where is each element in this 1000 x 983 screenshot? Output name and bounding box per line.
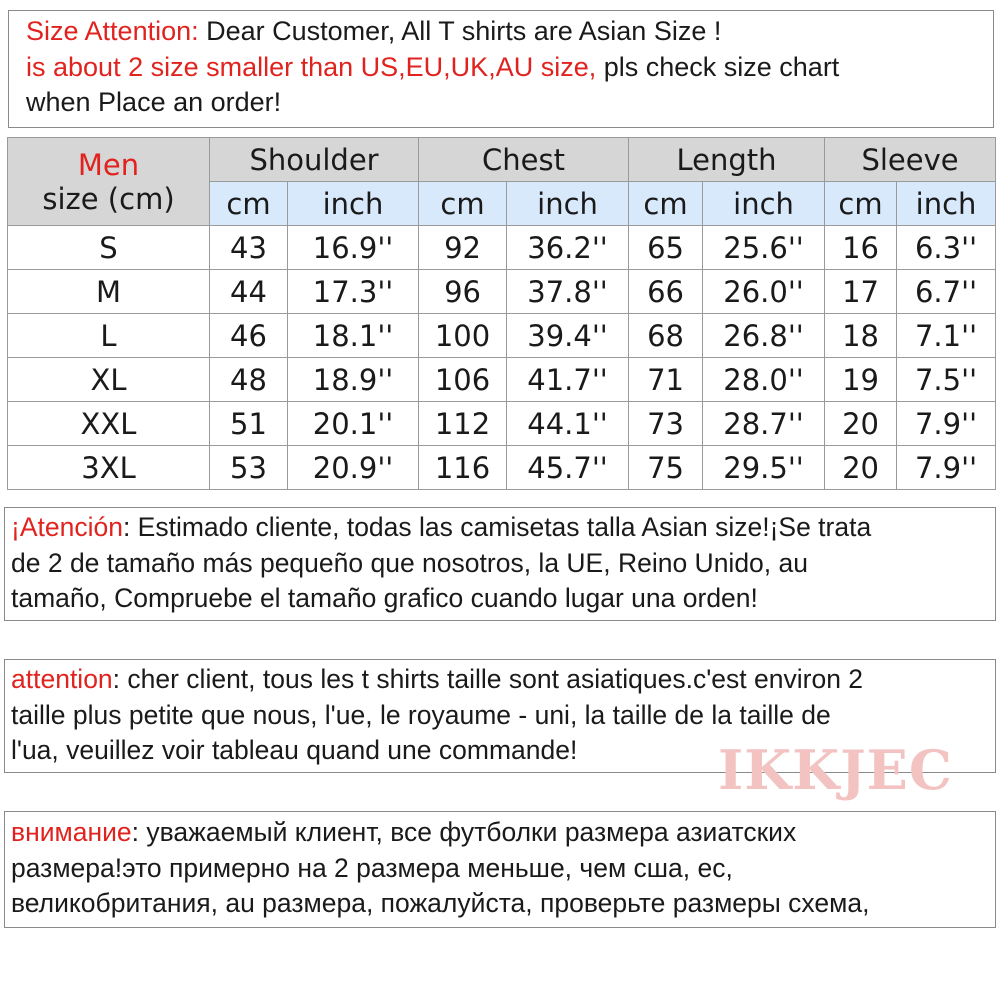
size-label-cell: L: [8, 314, 210, 358]
measurement-cell: 106: [419, 358, 507, 402]
measurement-cell: 71: [629, 358, 703, 402]
measurement-cell: 44: [210, 270, 288, 314]
notice-ru-line-2: размера!это примерно на 2 размера меньше, чем сша, ес,: [11, 852, 733, 883]
measurement-cell: 66: [629, 270, 703, 314]
notice-ru-line-1: [11, 815, 995, 851]
size-chart-table: [7, 137, 996, 490]
notice-es-line-1-rest: : Estimado cliente, todas las camisetas talla Asian size!¡Se trata: [122, 512, 872, 542]
notice-fr-line-1-rest: : cher client, tous les t shirts taille sont asiatiques.c'est environ 2: [112, 664, 864, 694]
table-row: [8, 402, 996, 446]
measurement-cell: 39.4'': [507, 314, 629, 358]
measurement-cell: 7.9'': [897, 446, 996, 490]
measurement-cell: 73: [629, 402, 703, 446]
measurement-cell: 28.7'': [703, 402, 825, 446]
notice-es-line-1: [11, 510, 995, 546]
measurement-cell: 20: [825, 402, 897, 446]
corner-men-label: Men: [77, 147, 140, 182]
notice-russian: [4, 811, 996, 928]
size-label-cell: M: [8, 270, 210, 314]
unit-header: cm: [210, 182, 288, 226]
table-header-groups: [8, 138, 996, 182]
table-row: [8, 446, 996, 490]
measurement-cell: 18: [825, 314, 897, 358]
measurement-cell: 7.1'': [897, 314, 996, 358]
measurement-cell: 92: [419, 226, 507, 270]
size-label-cell: XXL: [8, 402, 210, 446]
measurement-cell: 7.9'': [897, 402, 996, 446]
measurement-cell: 53: [210, 446, 288, 490]
measurement-cell: 25.6'': [703, 226, 825, 270]
measurement-cell: 20.1'': [288, 402, 419, 446]
notice-fr-highlight: attention: [11, 664, 113, 694]
notice-es-line-2: de 2 de tamaño más pequeño que nosotros, la UE, Reino Unido, au: [11, 547, 808, 578]
corner-size-label: size (cm): [42, 181, 175, 216]
measurement-cell: 16: [825, 226, 897, 270]
measurement-cell: 18.9'': [288, 358, 419, 402]
measurement-cell: 41.7'': [507, 358, 629, 402]
brand-watermark: IKKJEC: [718, 738, 953, 802]
notice-ru-line-1-rest: : уважаемый клиент, все футболки размера азиатских: [131, 817, 797, 847]
measurement-cell: 44.1'': [507, 402, 629, 446]
table-row: [8, 358, 996, 402]
notice-en-highlight: Size Attention:: [26, 16, 199, 46]
notice-es-highlight: ¡Atención: [11, 512, 123, 542]
measurement-cell: 100: [419, 314, 507, 358]
header-length: Length: [629, 138, 825, 182]
table-body: [8, 226, 996, 490]
measurement-cell: 116: [419, 446, 507, 490]
corner-header: [8, 138, 210, 226]
measurement-cell: 37.8'': [507, 270, 629, 314]
size-label-cell: S: [8, 226, 210, 270]
measurement-cell: 28.0'': [703, 358, 825, 402]
measurement-cell: 51: [210, 402, 288, 446]
measurement-cell: 36.2'': [507, 226, 629, 270]
measurement-cell: 18.1'': [288, 314, 419, 358]
unit-header: cm: [629, 182, 703, 226]
size-label-cell: 3XL: [8, 446, 210, 490]
header-chest: Chest: [419, 138, 629, 182]
measurement-cell: 43: [210, 226, 288, 270]
notice-en-line-2: [26, 50, 993, 86]
measurement-cell: 26.0'': [703, 270, 825, 314]
table-row: [8, 226, 996, 270]
notice-fr-line-3: l'ua, veuillez voir tableau quand une commande!: [11, 735, 578, 765]
unit-header: inch: [507, 182, 629, 226]
measurement-cell: 6.7'': [897, 270, 996, 314]
measurement-cell: 17: [825, 270, 897, 314]
measurement-cell: 68: [629, 314, 703, 358]
notice-ru-highlight: внимание: [11, 817, 132, 847]
measurement-cell: 29.5'': [703, 446, 825, 490]
measurement-cell: 20.9'': [288, 446, 419, 490]
notice-fr-line-1: [11, 662, 995, 698]
measurement-cell: 7.5'': [897, 358, 996, 402]
notice-spanish: [4, 507, 996, 621]
notice-english: [8, 10, 994, 128]
notice-fr-line-2: taille plus petite que nous, l'ue, le royaume - uni, la taille de la taille de: [11, 699, 831, 730]
notice-ru-line-3: великобритания, au размера, пожалуйста, проверьте размеры схема,: [11, 888, 870, 918]
notice-en-line-2-rest: pls check size chart: [596, 51, 840, 82]
measurement-cell: 20: [825, 446, 897, 490]
measurement-cell: 96: [419, 270, 507, 314]
table-row: [8, 270, 996, 314]
measurement-cell: 45.7'': [507, 446, 629, 490]
unit-header: inch: [897, 182, 996, 226]
measurement-cell: 17.3'': [288, 270, 419, 314]
measurement-cell: 16.9'': [288, 226, 419, 270]
measurement-cell: 48: [210, 358, 288, 402]
unit-header: inch: [288, 182, 419, 226]
measurement-cell: 75: [629, 446, 703, 490]
notice-es-line-3: tamaño, Compruebe el tamaño grafico cuando lugar una orden!: [11, 583, 758, 613]
measurement-cell: 112: [419, 402, 507, 446]
size-label-cell: XL: [8, 358, 210, 402]
measurement-cell: 46: [210, 314, 288, 358]
header-shoulder: Shoulder: [210, 138, 419, 182]
notice-en-line-3: when Place an order!: [26, 87, 282, 117]
notice-en-line-1: [26, 14, 993, 50]
measurement-cell: 19: [825, 358, 897, 402]
header-sleeve: Sleeve: [825, 138, 996, 182]
measurement-cell: 6.3'': [897, 226, 996, 270]
table-row: [8, 314, 996, 358]
measurement-cell: 65: [629, 226, 703, 270]
measurement-cell: 26.8'': [703, 314, 825, 358]
unit-header: cm: [825, 182, 897, 226]
unit-header: cm: [419, 182, 507, 226]
notice-en-line-2-red: is about 2 size smaller than US,EU,UK,AU size,: [26, 51, 597, 82]
notice-en-line-1-rest: Dear Customer, All T shirts are Asian Size !: [198, 16, 722, 46]
unit-header: inch: [703, 182, 825, 226]
